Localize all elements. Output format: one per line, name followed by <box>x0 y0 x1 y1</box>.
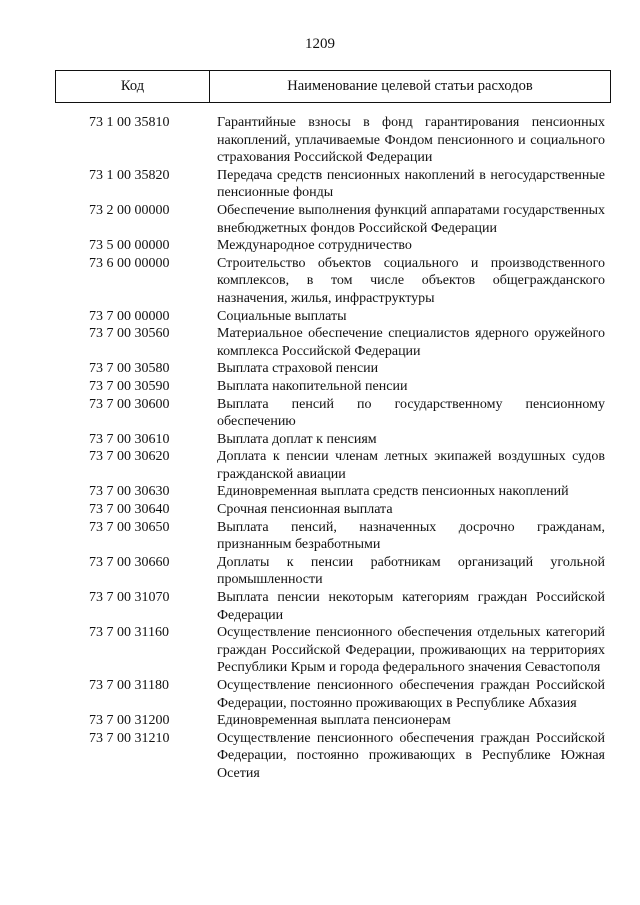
row-name: Осуществление пенсионного обеспечения отдельных категорий граждан Российской Федерации, проживающих на территориях Республики Крым и города федерального значения Севастополя <box>217 625 605 676</box>
row-code: 73 7 00 30580 <box>89 361 170 377</box>
table-row <box>55 677 611 712</box>
table-row <box>55 237 611 255</box>
row-name: Гарантийные взносы в фонд гарантирования пенсионных накоплений, уплачиваемые Фондом пенсионного и социального страхования Российской Федерации <box>217 115 605 166</box>
row-name: Строительство объектов социального и производственного комплексов, в том числе объектов общегражданского назначения, жилья, инфраструктуры <box>217 255 605 306</box>
row-code: 73 7 00 30640 <box>89 502 170 518</box>
row-code: 73 7 00 30610 <box>89 431 170 447</box>
row-name: Выплата накопительной пенсии <box>217 378 408 394</box>
row-code: 73 7 00 31070 <box>89 590 170 606</box>
row-name: Осуществление пенсионного обеспечения граждан Российской Федерации, постоянно проживающих в Республике Абхазия <box>217 678 605 711</box>
row-code: 73 7 00 30630 <box>89 484 170 500</box>
table-row <box>55 624 611 677</box>
row-code: 73 7 00 30650 <box>89 519 170 535</box>
table-row <box>55 378 611 396</box>
row-code: 73 7 00 31180 <box>89 678 169 693</box>
header-code: Код <box>56 71 210 102</box>
row-name: Осуществление пенсионного обеспечения граждан Российской Федерации, постоянно проживающих в Республике Южная Осетия <box>217 730 605 781</box>
row-code: 73 7 00 30660 <box>89 554 170 570</box>
table-row <box>55 501 611 519</box>
header-name: Наименование целевой статьи расходов <box>287 78 533 94</box>
row-name: Выплата пенсий по государственному пенсионному обеспечению <box>217 396 605 430</box>
row-code: 73 7 00 30600 <box>89 396 170 412</box>
table-row <box>55 554 611 589</box>
row-name: Международное сотрудничество <box>217 238 412 254</box>
row-code: 73 7 00 31210 <box>89 730 170 746</box>
row-name: Обеспечение выполнения функций аппаратами государственных внебюджетных фондов Российской Федерации <box>217 202 605 236</box>
table-row <box>55 202 611 237</box>
row-name: Выплата доплат к пенсиям <box>217 431 377 447</box>
row-name: Выплата пенсий, назначенных досрочно гражданам, признанным безработными <box>217 519 605 553</box>
row-code: 73 5 00 00000 <box>89 238 170 254</box>
table-row <box>55 589 611 624</box>
table-header <box>55 70 611 103</box>
page-number: 1209 <box>305 36 335 52</box>
table-row <box>55 396 611 431</box>
row-code: 73 2 00 00000 <box>89 202 170 218</box>
table-row <box>55 360 611 378</box>
row-code: 73 7 00 30620 <box>89 449 170 465</box>
row-name: Доплаты к пенсии работникам организаций угольной промышленности <box>217 554 605 588</box>
row-code: 73 7 00 30560 <box>89 326 170 342</box>
table-row <box>55 114 611 167</box>
row-name: Материальное обеспечение специалистов ядерного оружейного комплекса Российской Федерации <box>217 326 605 359</box>
row-name: Передача средств пенсионных накоплений в негосударственные пенсионные фонды <box>217 167 605 201</box>
table-row <box>55 308 611 326</box>
row-name: Социальные выплаты <box>217 308 347 324</box>
table-row <box>55 483 611 501</box>
row-code: 73 7 00 31200 <box>89 713 170 729</box>
row-name: Доплата к пенсии членам летных экипажей воздушных судов гражданской авиации <box>217 449 605 482</box>
table-body <box>55 114 611 783</box>
row-name: Выплата страховой пенсии <box>217 361 379 377</box>
table-row <box>55 325 611 360</box>
row-name: Единовременная выплата средств пенсионных накоплений <box>217 484 569 500</box>
row-name: Срочная пенсионная выплата <box>217 502 393 518</box>
table-row <box>55 255 611 308</box>
table-row <box>55 712 611 730</box>
table-row <box>55 730 611 783</box>
row-code: 73 1 00 35820 <box>89 167 170 183</box>
row-code: 73 7 00 30590 <box>89 378 170 394</box>
row-code: 73 7 00 31160 <box>89 625 169 641</box>
row-name: Единовременная выплата пенсионерам <box>217 713 451 729</box>
table-row <box>55 167 611 202</box>
row-name: Выплата пенсии некоторым категориям граждан Российской Федерации <box>217 590 605 623</box>
row-code: 73 6 00 00000 <box>89 255 170 271</box>
row-code: 73 7 00 00000 <box>89 308 170 324</box>
table-row <box>55 519 611 554</box>
row-code: 73 1 00 35810 <box>89 115 170 130</box>
table-row <box>55 431 611 449</box>
table-row <box>55 448 611 483</box>
